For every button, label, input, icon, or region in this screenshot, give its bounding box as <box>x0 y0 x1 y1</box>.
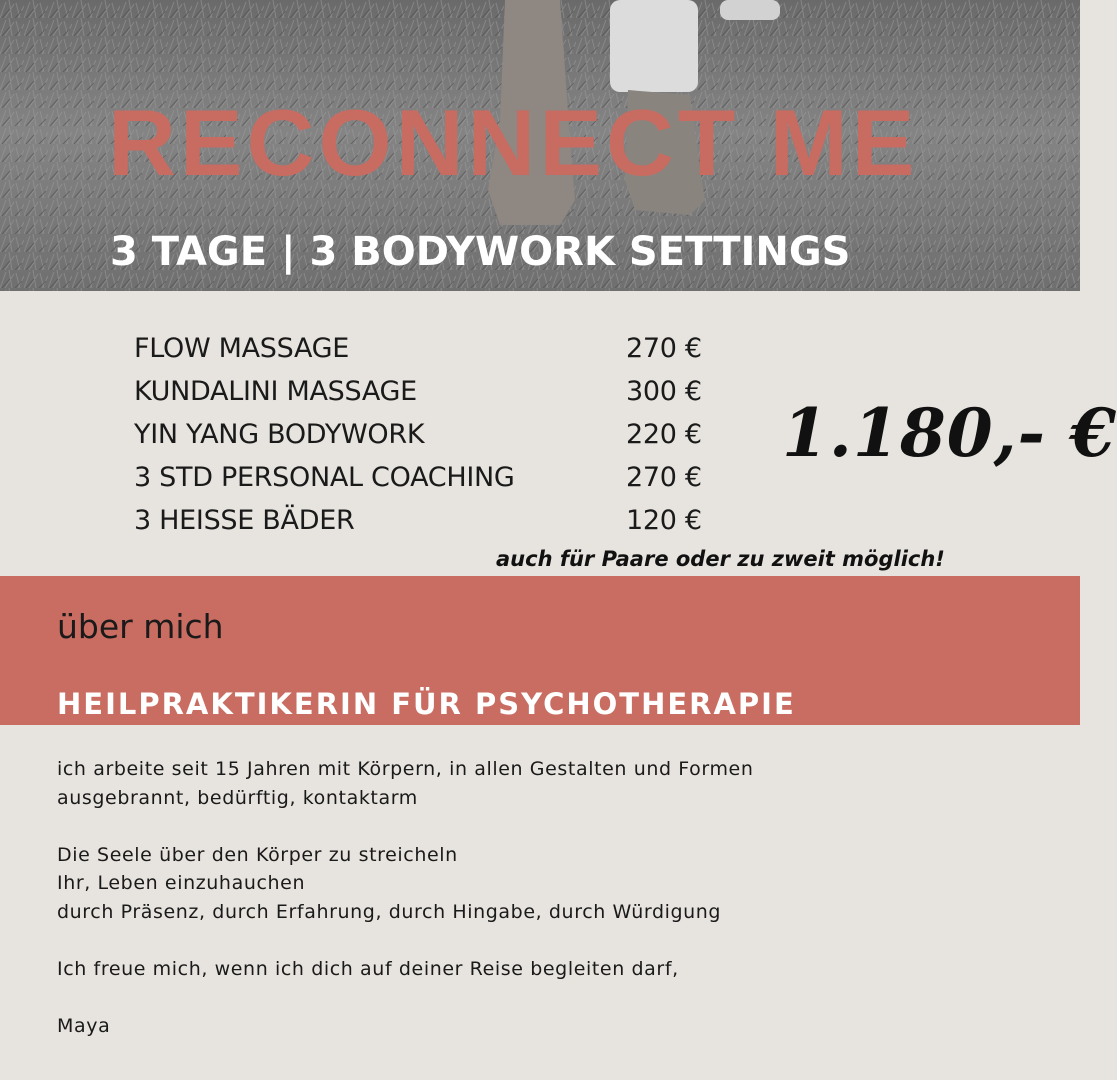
about-title: HEILPRAKTIKERIN FÜR PSYCHOTHERAPIE <box>57 687 796 721</box>
bio-line: durch Präsenz, durch Erfahrung, durch Hingabe, durch Würdigung <box>57 900 722 923</box>
service-name: KUNDALINI MASSAGE <box>134 376 417 407</box>
service-price: 120 € <box>626 505 702 536</box>
service-price: 300 € <box>626 376 702 407</box>
service-name: YIN YANG BODYWORK <box>134 419 425 450</box>
hero-banner <box>0 0 1080 291</box>
couples-note: auch für Paare oder zu zweit möglich! <box>496 547 945 571</box>
bio-text <box>57 755 1037 1040</box>
service-price: 270 € <box>626 333 702 364</box>
trouser-leg <box>610 0 698 92</box>
signature-name: Maya <box>57 1014 111 1037</box>
bio-line: Ich freue mich, wenn ich dich auf deiner Reise begleiten darf, <box>57 957 679 980</box>
bio-line: ausgebrannt, bedürftig, kontaktarm <box>57 786 418 809</box>
bio-line: Ihr, Leben einzuhauchen <box>57 872 306 894</box>
hero-title: RECONNECT ME <box>108 90 919 195</box>
bio-line: ich arbeite seit 15 Jahren mit Körpern, in allen Gestalten und Formen <box>57 758 754 780</box>
service-price-list <box>134 327 734 542</box>
about-heading: über mich <box>57 607 224 646</box>
hero-subtitle: 3 TAGE | 3 BODYWORK SETTINGS <box>110 229 851 275</box>
total-price: 1.180,- € <box>782 394 1117 472</box>
service-price: 270 € <box>626 462 702 493</box>
service-price: 220 € <box>626 419 702 450</box>
service-row <box>134 413 734 456</box>
service-row <box>134 456 734 499</box>
service-name: 3 STD PERSONAL COACHING <box>134 462 515 493</box>
service-row <box>134 327 734 370</box>
service-row <box>134 370 734 413</box>
service-name: 3 HEISSE BÄDER <box>134 505 355 536</box>
bio-line: Die Seele über den Körper zu streicheln <box>57 843 458 866</box>
service-name: FLOW MASSAGE <box>134 333 350 364</box>
service-row <box>134 499 734 542</box>
